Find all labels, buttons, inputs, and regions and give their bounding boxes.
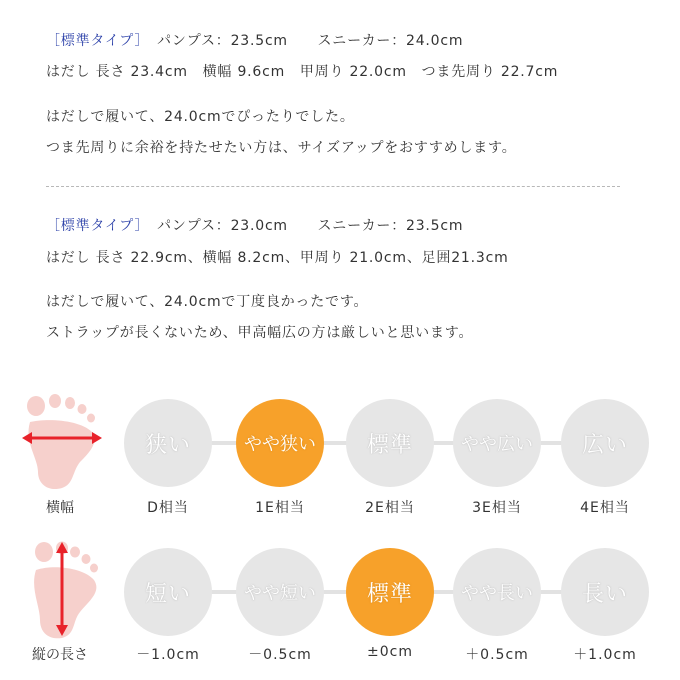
width-option-0 — [124, 399, 212, 487]
length-option-1 — [236, 548, 324, 636]
review1-comment-1: はだしで履いて、24.0cmでぴったりでした。 — [46, 109, 355, 125]
review2-size-line — [46, 217, 463, 235]
length-option-label: 長い — [581, 581, 628, 607]
review1-size-line — [46, 32, 463, 50]
review2-type-tag: ［標準タイプ］ — [46, 218, 143, 234]
review2-comment-2: ストラップが長くないため、甲高幅広の方は厳しいと思います。 — [46, 325, 474, 341]
length-option-label: やや長い — [461, 583, 533, 604]
width-option-3 — [453, 399, 541, 487]
length-option-2 — [346, 548, 434, 636]
width-option-2 — [346, 399, 434, 487]
length-option-label: 標準 — [366, 581, 413, 607]
width-option-sub-label: D相当 — [147, 500, 189, 516]
review1-barefoot-measurements: はだし 長さ 23.4cm 横幅 9.6cm 甲周り 22.0cm つま先周り 22.7cm — [46, 64, 559, 80]
width-option-sub-label: 3E相当 — [472, 500, 522, 516]
length-option-4 — [561, 548, 649, 636]
length-option-sub-label: －1.0cm — [136, 647, 200, 663]
length-option-3 — [453, 548, 541, 636]
review1-comment-2: つま先周りに余裕を持たせたい方は、サイズアップをおすすめします。 — [46, 140, 517, 156]
foot-length-arrow-icon — [18, 540, 108, 640]
length-scale-label: 縦の長さ — [32, 647, 88, 663]
width-option-label: やや狭い — [244, 434, 316, 455]
review1-shoe-sizes: パンプス：23.5cm スニーカー：24.0cm — [142, 33, 464, 49]
width-option-sub-label: 2E相当 — [365, 500, 415, 516]
width-option-sub-label: 1E相当 — [255, 500, 305, 516]
width-option-label: 標準 — [366, 432, 413, 458]
foot-width-arrow-icon — [18, 392, 108, 492]
width-option-4 — [561, 399, 649, 487]
width-option-label: 狭い — [144, 432, 191, 458]
width-option-1 — [236, 399, 324, 487]
length-option-label: やや短い — [244, 583, 316, 604]
length-option-sub-label: －0.5cm — [248, 647, 312, 663]
review1-type-tag: ［標準タイプ］ — [46, 33, 143, 49]
width-option-label: 広い — [581, 432, 628, 458]
review2-barefoot-measurements: はだし 長さ 22.9cm、横幅 8.2cm、甲周り 21.0cm、足囲21.3cm — [46, 250, 509, 266]
length-option-label: 短い — [144, 581, 191, 607]
length-option-sub-label: ±0cm — [367, 644, 413, 660]
length-option-sub-label: ＋0.5cm — [465, 647, 529, 663]
review2-shoe-sizes: パンプス：23.0cm スニーカー：23.5cm — [142, 218, 464, 234]
width-scale-label: 横幅 — [46, 500, 74, 516]
review2-comment-1: はだしで履いて、24.0cmで丁度良かったです。 — [46, 294, 369, 310]
width-option-label: やや広い — [461, 434, 533, 455]
width-option-sub-label: 4E相当 — [580, 500, 630, 516]
length-option-0 — [124, 548, 212, 636]
section-divider — [46, 186, 620, 187]
length-option-sub-label: ＋1.0cm — [573, 647, 637, 663]
